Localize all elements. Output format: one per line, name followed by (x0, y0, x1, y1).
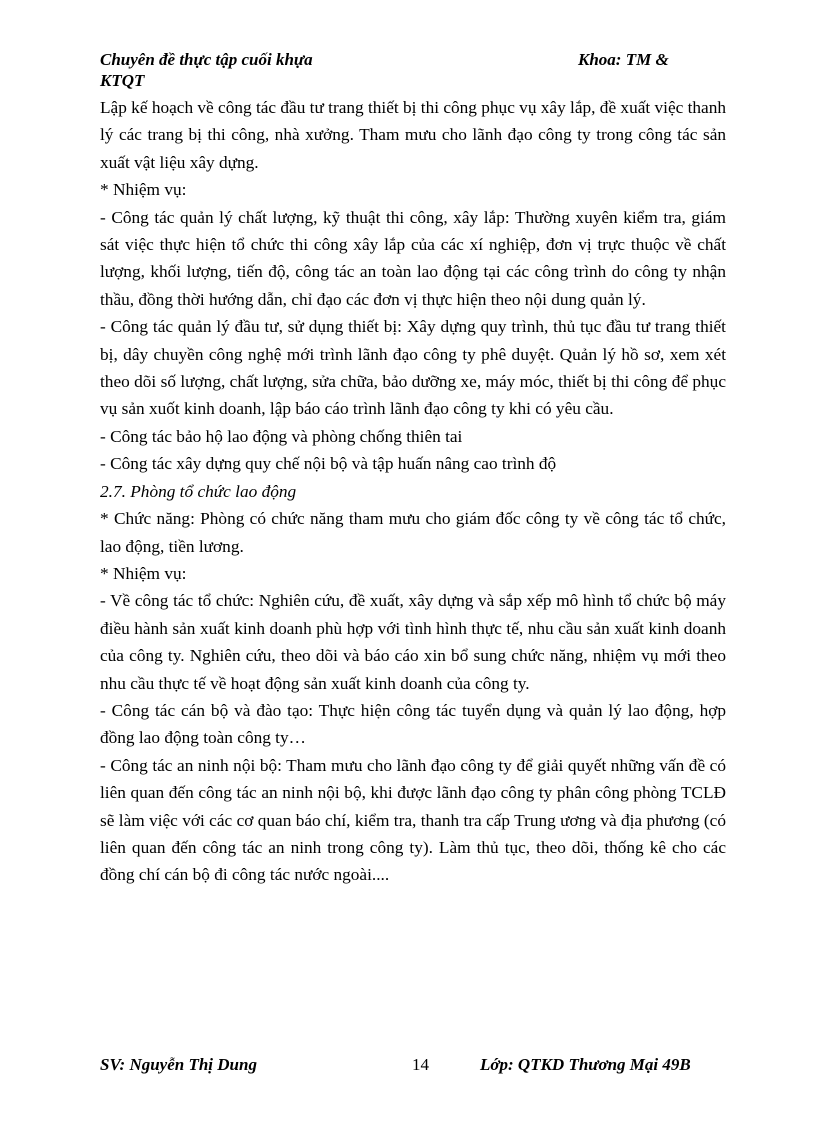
header-faculty: Khoa: TM & (578, 50, 669, 69)
paragraph: * Chức năng: Phòng có chức năng tham mưu cho giám đốc công ty về công tác tổ chức, lao động, tiền lương. (100, 509, 726, 556)
paragraph: - Về công tác tổ chức: Nghiên cứu, đề xuất, xây dựng và sắp xếp mô hình tổ chức bộ máy điều hành sản xuất kinh doanh phù hợp với tình hình thực tế, nhu cầu sản xuất kinh doanh của công ty. Nghiên cứu, theo dõi và báo cáo xin bổ sung chức năng, nhiệm vụ mới theo nhu cầu thực tế về hoạt động sản xuất kinh doanh của công ty. (100, 591, 726, 693)
header-title: Chuyên đề thực tập cuối khựa (100, 50, 313, 69)
footer-student: SV: Nguyễn Thị Dung (100, 1055, 257, 1074)
paragraph: * Nhiệm vụ: (100, 563, 187, 583)
paragraph: - Công tác quản lý chất lượng, kỹ thuật thi công, xây lắp: Thường xuyên kiểm tra, giám sát việc thực hiện tổ chức thi công xây lắp của các xí nghiệp, đơn vị trực thuộc về chất lượng, khối lượng, tiến độ, công tác an toàn lao động tại các công trình do công ty nhận thầu, đồng thời hướng dẫn, chỉ đạo các đơn vị thực hiện theo nội dung quản lý. (100, 207, 726, 309)
paragraph: * Nhiệm vụ: (100, 180, 187, 200)
paragraph: - Công tác an ninh nội bộ: Tham mưu cho lãnh đạo công ty để giải quyết những vấn đề có liên quan đến công tác an ninh nội bộ, khi được lãnh đạo công ty phân công phòng TCLĐ sẽ làm việc với các cơ quan báo chí, kiểm tra, thanh tra cấp Trung ương và địa phương (có liên quan đến công tác an ninh trong công ty). Làm thủ tục, theo dõi, thống kê cho các đồng chí cán bộ đi công tác nước ngoài.... (100, 755, 726, 885)
paragraph: - Công tác quản lý đầu tư, sử dụng thiết bị: Xây dựng quy trình, thủ tục đầu tư trang thiết bị, dây chuyền công nghệ mới trình lãnh đạo công ty phê duyệt. Quản lý hồ sơ, xem xét theo dõi số lượng, chất lượng, sửa chữa, bảo dưỡng xe, máy móc, thiết bị thi công để phục vụ sản xuốt kinh doanh, lập báo cáo trình lãnh đạo công ty khi có yêu cầu. (100, 317, 726, 419)
page-number: 14 (412, 1055, 429, 1074)
paragraph: - Công tác cán bộ và đào tạo: Thực hiện công tác tuyển dụng và quản lý lao động, hợp đồng lao động toàn công ty… (100, 700, 726, 748)
paragraph: - Công tác bảo hộ lao động và phòng chống thiên tai (100, 426, 463, 446)
paragraph: Lập kế hoạch về công tác đầu tư trang thiết bị thi công phục vụ xây lắp, đề xuất việc thanh lý các trang bị thi công, nhà xưởng. Tham mưu cho lãnh đạo công ty trong công tác sản xuất vật liệu xây dựng. (100, 98, 727, 172)
document-body (100, 94, 726, 889)
header-faculty-continued: KTQT (100, 71, 145, 90)
section-heading: 2.7. Phòng tổ chức lao động (100, 481, 297, 501)
footer-class: Lớp: QTKD Thương Mại 49B (480, 1055, 691, 1074)
paragraph: - Công tác xây dựng quy chế nội bộ và tập huấn nâng cao trình độ (100, 454, 557, 474)
